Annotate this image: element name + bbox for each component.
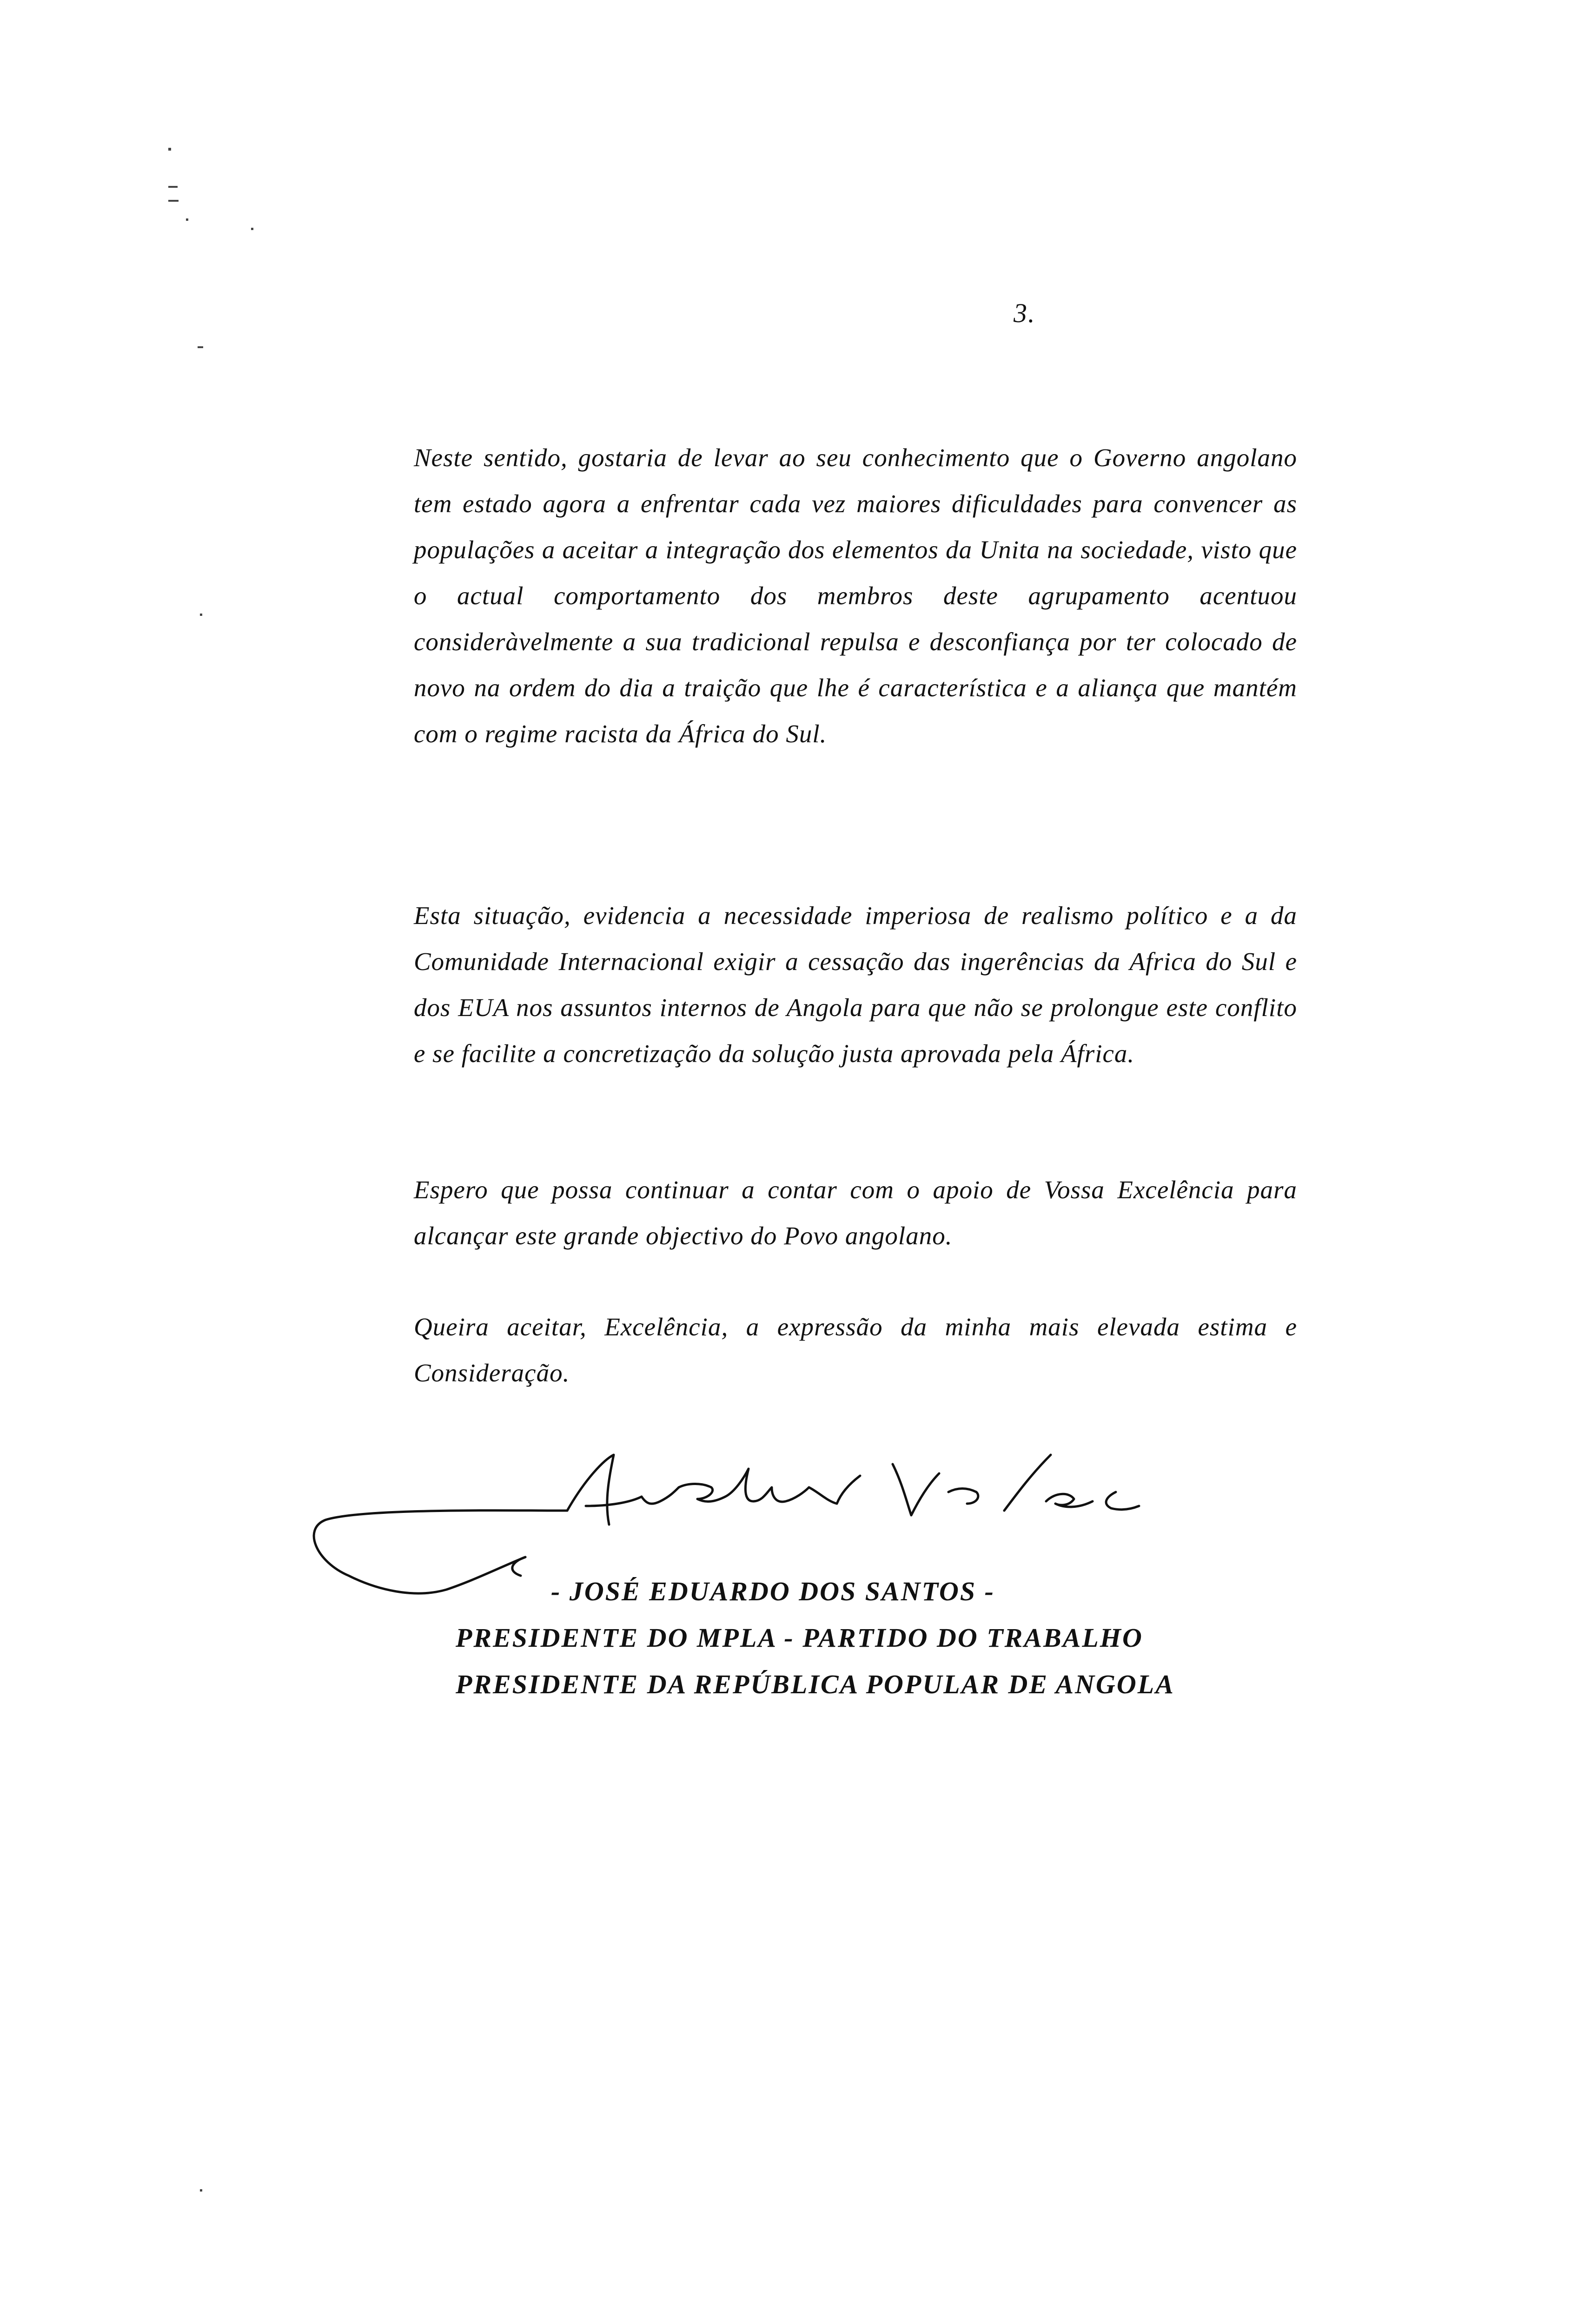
scan-speck [168,186,178,188]
scan-speck [198,346,203,348]
paragraph-closing-courtesy: Queira aceitar, Excelência, a expressão da minha mais elevada estima e Consideração. [414,1313,1297,1387]
scan-speck [186,218,188,221]
scan-speck [168,200,179,202]
scan-speck [251,228,253,230]
signatory-title-party: PRESIDENTE DO MPLA - PARTIDO DO TRABALHO [456,1623,1143,1653]
paragraph-political-realism: Esta situação, evidencia a necessidade imperiosa de realismo político e a da Comunidade Internacional exigir a cessação das ingerências da Africa do Sul e dos EUA nos assuntos internos de Angola para que não se prolongue este conflito e se facilite a concretização da solução justa aprovada pela África. [414,901,1297,1068]
signatory-name: - JOSÉ EDUARDO DOS SANTOS - [551,1576,995,1606]
scan-speck [200,2189,202,2192]
scan-speck [168,148,171,151]
paragraph-support-request: Espero que possa continuar a contar com o apoio de Vossa Excelência para alcançar este grande objectivo do Povo angolano. [414,1175,1297,1250]
signatory-title-state: PRESIDENTE DA REPÚBLICA POPULAR DE ANGOLA [456,1669,1175,1699]
page-number: 3. [1014,298,1036,328]
scan-speck [200,614,202,616]
paragraph-unita-integration: Neste sentido, gostaria de levar ao seu conhecimento que o Governo angolano tem estado agora a enfrentar cada vez maiores dificuldades para convencer as populações a aceitar a integração dos elementos da Unita na sociedade, visto que o actual comportamento dos membros deste agrupamento acentuou consideràvelmente a sua tradicional repulsa e desconfiança por ter colocado de novo na ordem do dia a traição que lhe é característica e a aliança que mantém com o regime racista da África do Sul. [414,443,1297,748]
